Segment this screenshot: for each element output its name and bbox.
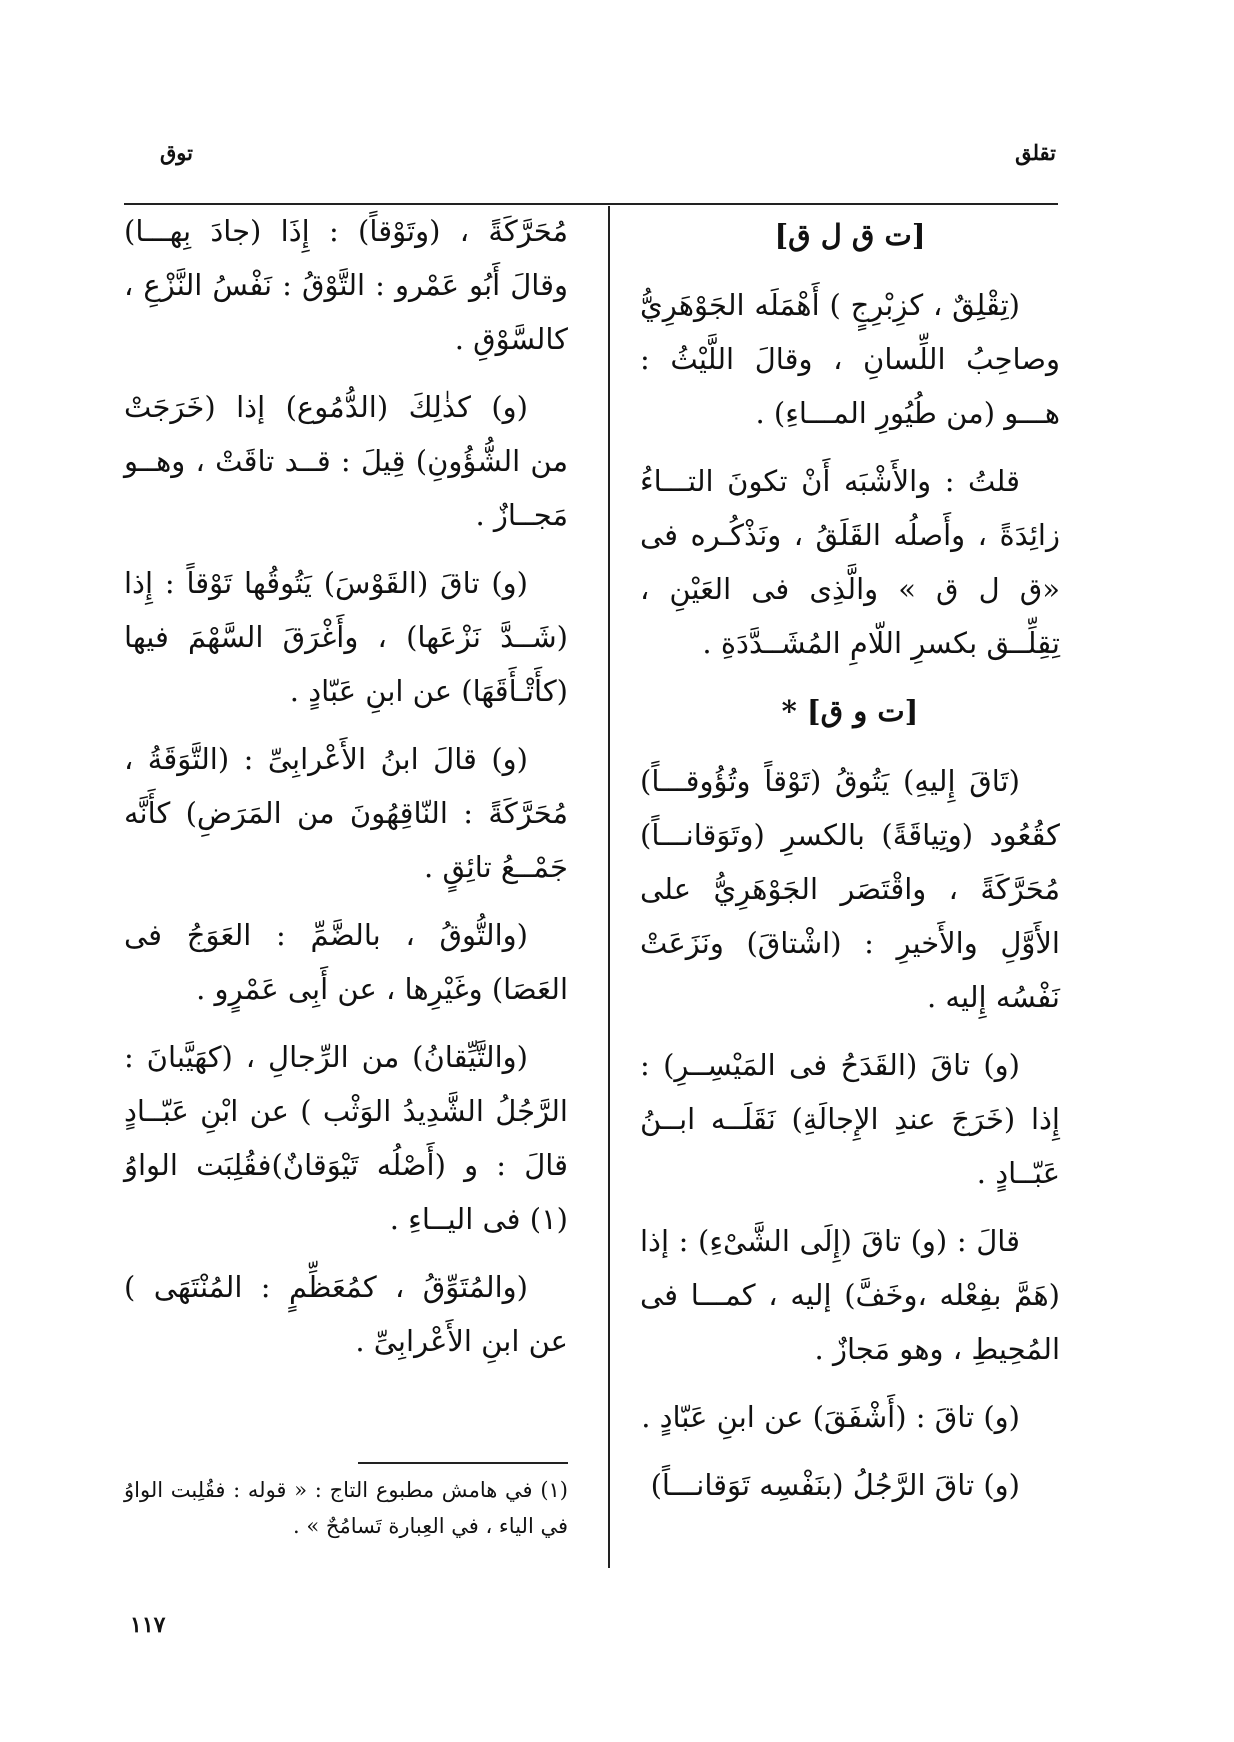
footnote: (١) في هامش مطبوع التاج : « قوله : فقُلِبت الواوُ في الياء ، في العِبارة تَسامُحٌ » . xyxy=(124,1478,568,1538)
paragraph: (و) تاقَ (القَوْسَ) يَتُوقُها تَوْقاً : إِذا (شَــدَّ نَزْعَها) ، وأَغْرَقَ السَّهْمَ فيها (كأَتْـأَقَهَا) عن ابنِ عَبّادٍ . xyxy=(124,566,568,708)
paragraph: (و) كذٰلِكَ (الدُّمُوع) إذا (خَرَجَتْ من الشُّؤُونِ) قِيلَ : قــد تاقَتْ ، وهــو مَجــازٌ . xyxy=(124,390,568,532)
paragraph: (و) قالَ ابنُ الأَعْرابِىِّ : (التَّوَقَةُ ، مُحَرَّكَةً : النّاقِهُونَ من المَرَضِ) كأَنَّه جَمْــعُ تائِقٍ . xyxy=(124,742,568,884)
page-number: ١١٧ xyxy=(130,1612,166,1638)
paragraph: مُحَرَّكَةً ، (وتَوْقاً) : إِذَا (جادَ بِهـــا) وقالَ أَبُو عَمْرو : التَّوْقُ : نَفْسُ النَّزْعِ ، كالسَّوْقِ . xyxy=(124,214,568,356)
paragraph: (و) تاقَ الرَّجُلُ (بنَفْسِه تَوَقانـــاً) xyxy=(650,1468,1020,1502)
paragraph: (و) تاقَ (القَدَحُ فى المَيْسِــرِ) : إِذا (خَرَجَ عندِ الإِجالَةِ) نَقَلَــه ابــنُ عَبّــادٍ . xyxy=(640,1048,1060,1190)
paragraph: قلتُ : والأَشْبَه أَنْ تكونَ التـــاءُ زائِدَةً ، وأَصلُه القَلَقُ ، ونَذْكُـره فى «ق ل ق » والَّذِى فى العَيْنِ ، تِقِلِّــق بكسرِ اللّامِ المُشَــدَّدَةِ . xyxy=(640,464,1060,660)
paragraph: (و) تاقَ : (أَشْفَقَ) عن ابنِ عَبّادٍ . xyxy=(641,1400,1020,1434)
paragraph: قالَ : (و) تاقَ (إِلَى الشَّىْءِ) : إذا (هَمَّ بفِعْله ،وخَفَّ) إليه ، كمـــا فى المُحِيطِ ، وهو مَجازٌ . xyxy=(640,1224,1060,1366)
entry-heading-tqlq: [ت ق ل ق] xyxy=(774,218,926,252)
paragraph: (والتُّوقُ ، بالضَّمِّ : العَوَجُ فى العَصَا) وغَيْرِها ، عن أَبِى عَمْرٍو . xyxy=(124,918,568,1006)
paragraph: (والتَّيِّقانُ) من الرِّجالِ ، (كهَيَّبانَ : الرَّجُلُ الشَّدِيدُ الوَثْب ) عن ابْنِ عَبّــادٍ قالَ : و (أَصْلُه تَيْوَقانٌ)فقُلِبَت الواوُ (١) فى اليــاءِ . xyxy=(124,1040,568,1236)
paragraph: (تِقْلِقٌ ، كزِبْرِجٍ ) أَهْمَلَه الجَوْهَرِيُّ وصاحِبُ اللِّسانِ ، وقالَ اللَّيْثُ : هـــو (من طُيُورِ المـــاءِ) . xyxy=(640,288,1060,430)
footnote-rule xyxy=(358,1462,568,1464)
header-entry-left: توق xyxy=(160,140,193,165)
left-column xyxy=(124,204,568,1382)
right-column xyxy=(640,204,1060,1526)
entry-heading-twq: [ت و ق] * xyxy=(781,694,919,728)
paragraph: (تَاقَ إِليهِ) يَتُوقُ (تَوْقاً وتُؤُوقـــاً) كقُعُود (وتِياقَةً) بالكسرِ (وتَوَقانـــاً) مُحَرَّكَةً ، واقْتَصَر الجَوْهَرِيُّ على الأَوَّلِ والأَخيرِ : (اشْتاقَ) ونَزَعَتْ نَفْسُه إِليه . xyxy=(640,764,1060,1014)
header-entry-right: تقلق xyxy=(1015,140,1056,165)
column-divider xyxy=(608,206,610,1568)
paragraph: (والمُتَوِّقُ ، كمُعَظِّمٍ : المُنْتَهَى ) عن ابنِ الأَعْرابِىِّ . xyxy=(124,1270,568,1358)
